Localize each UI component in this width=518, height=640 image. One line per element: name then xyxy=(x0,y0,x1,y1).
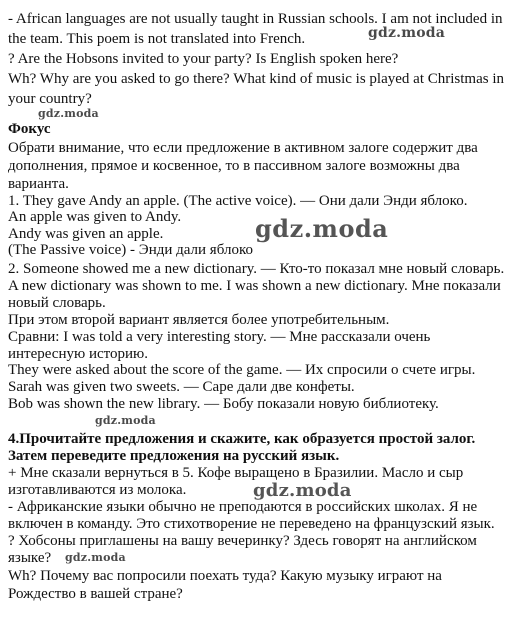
text-line: ? Are the Hobsons invited to your party? Is English spoken here? xyxy=(8,51,399,67)
text-line: Wh? Почему вас попросили поехать туда? Какую музыку играют на xyxy=(8,568,442,584)
watermark: gdz.moda xyxy=(95,414,156,427)
watermark: gdz.moda xyxy=(368,25,446,41)
text-line: Сравни: I was told a very interesting story. — Мне рассказали очень xyxy=(8,329,431,345)
text-line: An apple was given to Andy. xyxy=(8,209,182,225)
watermark: gdz.moda xyxy=(253,480,352,501)
text-line: - Африканские языки обычно не преподаются в российских школах. Я не xyxy=(8,499,478,515)
text-line: Рождество в вашей стране? xyxy=(8,586,183,602)
text-line: A new dictionary was shown to me. I was shown a new dictionary. Мне показали xyxy=(8,278,501,294)
exercise-heading: 4.Прочитайте предложения и скажите, как образуется простой залог. xyxy=(8,431,476,447)
text-line: your country? xyxy=(8,91,92,107)
text-line: изготавливаются из молока. xyxy=(8,482,187,498)
text-line: языке? xyxy=(8,550,52,566)
text-line: They were asked about the score of the game. — Их спросили о счете игры. xyxy=(8,362,476,378)
text-line: интересную историю. xyxy=(8,346,148,362)
text-line: включен в команду. Это стихотворение не переведено на французский язык. xyxy=(8,516,495,532)
text-line: - African languages are not usually taught in Russian schools. I am not included in xyxy=(8,11,503,27)
text-line: новый словарь. xyxy=(8,295,106,311)
text-line: 2. Someone showed me a new dictionary. — Кто-то показал мне новый словарь. xyxy=(8,261,505,277)
text-line: 1. They gave Andy an apple. (The active voice). — Они дали Энди яблоко. xyxy=(8,193,468,209)
text-line: При этом второй вариант является более употребительным. xyxy=(8,312,390,328)
text-line: Sarah was given two sweets. — Саре дали две конфеты. xyxy=(8,379,355,395)
text-line: the team. This poem is not translated into French. xyxy=(8,31,306,47)
text-line: дополнения, прямое и косвенное, то в пассивном залоге возможны два xyxy=(8,158,460,174)
text-line: ? Хобсоны приглашены на вашу вечеринку? Здесь говорят на английском xyxy=(8,533,477,549)
text-line: Bob was shown the new library. — Бобу показали новую библиотеку. xyxy=(8,396,439,412)
watermark: gdz.moda xyxy=(38,107,99,120)
section-heading: Фокус xyxy=(8,121,51,137)
text-line: варианта. xyxy=(8,176,69,192)
watermark: gdz.moda xyxy=(65,551,126,564)
text-line: Andy was given an apple. xyxy=(8,226,164,242)
text-line: + Мне сказали вернуться в 5. Кофе выращено в Бразилии. Масло и сыр xyxy=(8,465,464,481)
text-line: Wh? Why are you asked to go there? What kind of music is played at Christmas in xyxy=(8,71,504,87)
watermark: gdz.moda xyxy=(255,214,389,243)
text-line: (The Passive voice) - Энди дали яблоко xyxy=(8,242,253,258)
exercise-heading: Затем переведите предложения на русский язык. xyxy=(8,448,340,464)
text-line: Обрати внимание, что если предложение в активном залоге содержит два xyxy=(8,140,478,156)
